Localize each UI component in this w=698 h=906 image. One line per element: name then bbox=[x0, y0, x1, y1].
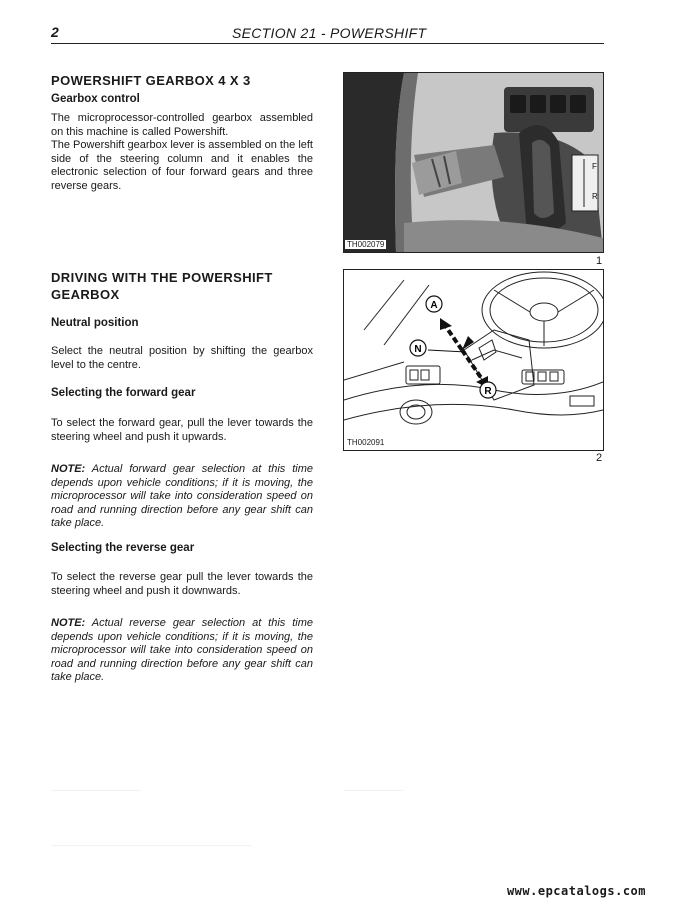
gearbox-control-subheading: Gearbox control bbox=[51, 93, 140, 105]
figure-2-code: TH002091 bbox=[347, 438, 385, 447]
reverse-note-text: Actual reverse gear selection at this time depends upon vehicle conditions; if it is moving, the microprocessor will take into consideration speed on road and running direction before any gear shift can take place. bbox=[51, 617, 313, 683]
bleed-through-mark bbox=[343, 790, 403, 791]
gearbox-control-paragraph-1: The microprocessor-controlled gearbox assembled on this machine is called Powershift. bbox=[51, 112, 313, 138]
section1-heading: POWERSHIFT GEARBOX 4 X 3 bbox=[51, 73, 251, 88]
forward-gear-subheading: Selecting the forward gear bbox=[51, 387, 196, 399]
figure-2-drawing bbox=[343, 269, 604, 451]
reverse-gear-subheading: Selecting the reverse gear bbox=[51, 542, 195, 554]
header-divider bbox=[51, 43, 604, 44]
watermark-url: www.epcatalogs.com bbox=[506, 884, 646, 898]
neutral-position-text: Select the neutral position by shifting the gearbox level to the centre. bbox=[51, 345, 313, 371]
lever-diagram bbox=[344, 270, 603, 450]
forward-gear-note bbox=[51, 463, 313, 531]
gearbox-control-paragraph-2: The Powershift gearbox lever is assembled on the left side of the steering column and it enables the electronic selection of four forward gears and three reverse gears. bbox=[51, 139, 313, 192]
reverse-gear-note bbox=[51, 617, 313, 685]
svg-text:R: R bbox=[592, 192, 598, 201]
gear-lever-photo bbox=[344, 73, 603, 252]
svg-text:F: F bbox=[592, 162, 597, 171]
page-number: 2 bbox=[51, 24, 59, 40]
forward-note-text: Actual forward gear selection at this time depends upon vehicle conditions; if it is moving, the microprocessor will take into consideration speed on road and running direction before any gear shift can take place. bbox=[51, 463, 313, 529]
section2-heading-line2: GEARBOX bbox=[51, 287, 120, 302]
forward-note-label: NOTE: bbox=[51, 463, 86, 475]
callout-n: N bbox=[414, 344, 422, 355]
neutral-position-subheading: Neutral position bbox=[51, 317, 139, 329]
forward-gear-text: To select the forward gear, pull the lever towards the steering wheel and push it upwards. bbox=[51, 417, 313, 443]
bleed-through-mark bbox=[51, 790, 141, 791]
figure-1-photo bbox=[343, 72, 604, 253]
callout-r: R bbox=[484, 386, 492, 397]
bleed-through-mark bbox=[51, 845, 251, 846]
reverse-gear-text: To select the reverse gear pull the lever towards the steering wheel and push it downwards. bbox=[51, 571, 313, 597]
reverse-note-label: NOTE: bbox=[51, 617, 86, 629]
figure-1-number: 1 bbox=[596, 255, 603, 267]
callout-a: A bbox=[430, 300, 438, 311]
section-title: SECTION 21 - POWERSHIFT bbox=[232, 25, 427, 41]
figure-2-number: 2 bbox=[596, 452, 603, 464]
figure-1-code: TH002079 bbox=[347, 240, 385, 249]
section2-heading-line1: DRIVING WITH THE POWERSHIFT bbox=[51, 270, 273, 285]
